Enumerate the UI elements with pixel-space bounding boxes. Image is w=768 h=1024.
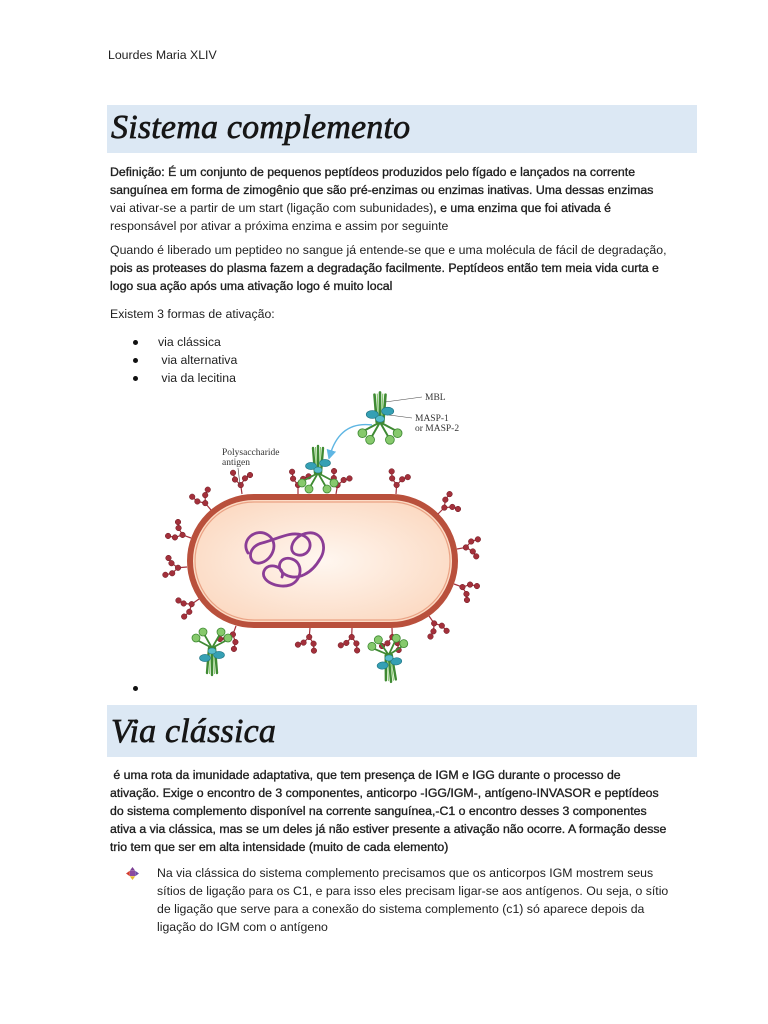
antigen-sugar-unit: [455, 506, 461, 512]
paragraph-line: é uma rota da imunidade adaptativa, que tem presença de IGM e IGG durante o processo de: [110, 768, 621, 782]
antigen-sugar-unit: [242, 476, 248, 482]
activation-intro: [110, 305, 275, 323]
antigen-sugar-unit: [464, 591, 470, 597]
mbl-leader-line: [385, 397, 422, 402]
note-list-item: [0, 864, 768, 944]
antigen-sugar-unit: [470, 549, 476, 555]
antigen-sugar-unit: [338, 642, 344, 648]
degradation-paragraph: [110, 241, 667, 295]
antigen-sugar-unit: [474, 583, 480, 589]
list-item: [0, 351, 768, 369]
antigen-sugar-unit: [290, 476, 296, 482]
antigen-sugar-unit: [189, 601, 195, 607]
antigen-sugar-unit: [331, 468, 337, 474]
note-text: [157, 864, 668, 936]
antigen-sugar-unit: [444, 628, 450, 634]
paragraph-line: pois as proteases do plasma fazem a degradação facilmente. Peptídeos então tem meia vida curta e: [110, 261, 659, 275]
antigen-label-line2: antigen: [222, 458, 250, 468]
mbl-molecule-free: [358, 393, 402, 445]
antigen-sugar-unit: [431, 621, 437, 627]
polysaccharide-antigen: [428, 616, 450, 639]
polysaccharide-antigen: [454, 582, 480, 603]
list-item-label: via da lecitina: [158, 371, 236, 385]
antigen-sugar-unit: [205, 487, 211, 493]
polysaccharide-antigen: [338, 628, 360, 653]
mbl-molecule-bound: [192, 628, 232, 675]
paragraph-line: Existem 3 formas de ativação:: [110, 307, 275, 321]
antigen-sugar-unit: [172, 535, 178, 541]
antigen-sugar-unit: [349, 634, 355, 640]
activation-pathways-list: [0, 333, 768, 387]
antigen-sugar-unit: [475, 537, 481, 543]
antigen-sugar-unit: [344, 640, 350, 646]
antigen-sugar-unit: [431, 629, 437, 635]
antigen-sugar-unit: [181, 614, 187, 620]
antigen-sugar-unit: [189, 494, 195, 500]
antigen-sugar-unit: [389, 476, 395, 482]
antigen-sugar-unit: [450, 504, 456, 510]
antigen-sugar-unit: [399, 476, 405, 482]
polysaccharide-antigen: [165, 519, 191, 540]
document-header-author: Lourdes Maria XLIV: [108, 48, 217, 62]
antigen-sugar-unit: [238, 482, 244, 488]
masp-leader-line: [389, 415, 412, 418]
section-title-sistema-complemento: Sistema complemento: [111, 109, 411, 146]
paragraph-line: trio tem que ser em alta intensidade (muito de cada elemento): [110, 840, 449, 854]
definition-paragraph: [110, 163, 653, 235]
four-way-arrow-icon: [126, 867, 139, 880]
antigen-sugar-unit: [442, 505, 448, 511]
list-item-label: via alternativa: [158, 353, 238, 367]
antigen-sugar-unit: [311, 641, 317, 647]
paragraph-line: de ligação que serve para a conexão do sistema complemento (c1) só aparece depois da: [157, 902, 645, 916]
mbl-label: MBL: [425, 393, 446, 403]
polysaccharide-antigen: [189, 487, 211, 510]
antigen-sugar-unit: [447, 491, 453, 497]
polysaccharide-antigen: [230, 470, 253, 494]
antigen-sugar-unit: [180, 532, 186, 538]
antigen-sugar-unit: [439, 623, 445, 629]
antigen-sugar-unit: [464, 597, 470, 603]
paragraph-line: sítios de ligação para os C1, e para isso eles precisam ligar-se aos antígenos. Ou seja, o sítio: [157, 884, 669, 898]
antigen-sugar-unit: [163, 572, 169, 578]
antigen-sugar-unit: [181, 601, 187, 607]
polysaccharide-antigen: [389, 469, 411, 494]
section-heading-banner: [107, 705, 697, 757]
antigen-sugar-unit: [233, 639, 239, 645]
antigen-sugar-unit: [295, 642, 301, 648]
antigen-sugar-unit: [354, 641, 360, 647]
bullet-dot-icon: [133, 376, 138, 381]
bullet-dot-icon: [133, 686, 138, 691]
line-segment: , e uma enzima que foi ativada é: [433, 201, 612, 215]
antigen-sugar-unit: [394, 482, 400, 488]
antigen-label-line1: Polysaccharide: [222, 448, 280, 458]
polysaccharide-antigen: [457, 537, 481, 560]
polysaccharide-antigen: [295, 628, 317, 653]
antigen-sugar-unit: [473, 554, 479, 560]
antigen-sugar-unit: [175, 565, 181, 571]
antigen-sugar-unit: [166, 555, 172, 561]
antigen-sugar-unit: [195, 499, 201, 505]
antigen-sugar-unit: [289, 469, 295, 475]
paragraph-line: responsável por ativar a próxima enzima e assim por seguinte: [110, 219, 449, 233]
antigen-sugar-unit: [467, 582, 473, 588]
section-heading-banner: [107, 105, 697, 153]
antigen-sugar-unit: [306, 634, 312, 640]
paragraph-line: Na via clássica do sistema complemento precisamos que os anticorpos IGM mostrem seus: [157, 866, 654, 880]
bullet-dot-icon: [133, 340, 138, 345]
antigen-sugar-unit: [301, 640, 307, 646]
masp-label-line1: MASP-1: [415, 414, 449, 424]
list-item-label: via clássica: [158, 335, 221, 349]
antigen-sugar-unit: [247, 472, 253, 478]
antigen-sugar-unit: [347, 476, 353, 482]
list-item: [0, 333, 768, 351]
bullet-dot-icon: [133, 358, 138, 363]
antigen-sugar-unit: [468, 539, 474, 545]
antigen-sugar-unit: [169, 560, 175, 566]
polysaccharide-antigen: [163, 555, 187, 577]
antigen-sugar-unit: [389, 469, 395, 475]
antigen-sugar-unit: [169, 570, 175, 576]
antigen-sugar-unit: [443, 497, 449, 503]
paragraph-line: ligação do IGM com o antígeno: [157, 920, 328, 934]
antigen-sugar-unit: [230, 470, 236, 476]
bacterial-cell: [190, 497, 455, 625]
antigen-sugar-unit: [232, 477, 238, 483]
antigen-sugar-unit: [311, 648, 317, 654]
paragraph-line: Quando é liberado um peptideo no sangue já entende-se que e uma molécula de fácil de degradação,: [110, 243, 667, 257]
polysaccharide-antigen: [438, 491, 461, 514]
antigen-sugar-unit: [428, 634, 434, 640]
paragraph-line: do sistema complemento disponível na corrente sanguínea,-C1 o encontro desses 3 componentes: [110, 804, 647, 818]
paragraph-line: [110, 199, 653, 217]
paragraph-line: ativação. Exige o encontro de 3 componentes, anticorpo -IGG/IGM-, antígeno-INVASOR e peptídeos: [110, 786, 659, 800]
antigen-sugar-unit: [385, 640, 391, 646]
paragraph-line: logo sua ação após uma ativação logo é muito local: [110, 279, 393, 293]
antigen-sugar-unit: [354, 648, 360, 654]
paragraph-line: sanguínea em forma de zimogênio que são pré-enzimas ou enzimas inativas. Uma dessas enzimas: [110, 183, 654, 197]
antigen-sugar-unit: [186, 609, 192, 615]
paragraph-line: ativa a via clássica, mas se um deles já não estiver presente a ativação não ocorre. A formação desse: [110, 822, 667, 836]
antigen-sugar-unit: [202, 500, 208, 506]
polysaccharide-antigen: [176, 598, 199, 620]
antigen-sugar-unit: [165, 533, 171, 539]
line-segment: vai ativar-se a partir de um start (ligação com subunidades): [110, 201, 434, 215]
antigen-sugar-unit: [176, 598, 182, 604]
section-title-via-classica: Via clássica: [111, 713, 277, 750]
paragraph-line: Definição: É um conjunto de pequenos peptídeos produzidos pelo fígado e lançados na corrente: [110, 165, 636, 179]
via-classica-paragraph: [110, 766, 666, 856]
antigen-sugar-unit: [341, 477, 347, 483]
lectin-pathway-figure: [160, 385, 490, 690]
antigen-sugar-unit: [405, 474, 411, 480]
antigen-sugar-unit: [176, 525, 182, 531]
antigen-sugar-unit: [460, 584, 466, 590]
masp-label-line2: or MASP-2: [415, 424, 460, 434]
antigen-sugar-unit: [231, 646, 237, 652]
antigen-sugar-unit: [202, 492, 208, 498]
antigen-sugar-unit: [175, 519, 181, 525]
antigen-sugar-unit: [463, 545, 469, 551]
